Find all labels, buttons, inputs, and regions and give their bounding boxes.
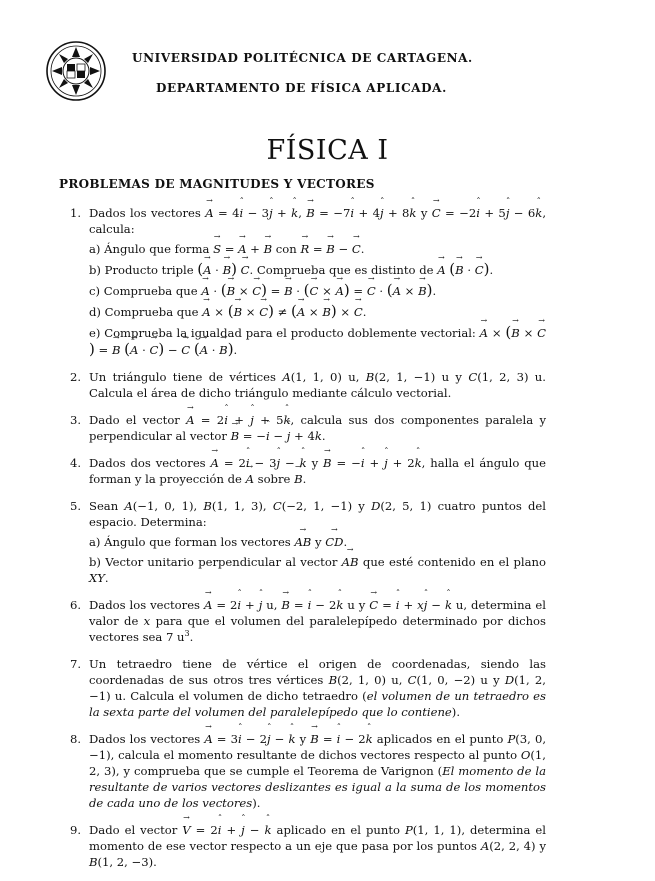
department-name: DEPARTAMENTO DE FÍSICA APLICADA.	[156, 81, 447, 95]
problem-list	[70, 205, 546, 881]
problem-number: 6.	[70, 598, 82, 612]
problem-4	[70, 455, 546, 487]
subquestion: b) Producto triple (→ A · → B) → C. Comprueba que es distinto de → A (→ B · → C).	[89, 261, 546, 278]
subquestion: a) Ángulo que forma → S = → A + → B con → R = → B − → C.	[89, 241, 546, 257]
subquestion: e) Comprueba la igualdad para el producto doblemente vectorial: → A × (→ B × → C) = → B (→ A · → C) − → C (→ A · → B).	[89, 324, 546, 358]
problem-6	[70, 597, 546, 645]
problem-7	[70, 656, 546, 720]
problem-statement: Dados los vectores → A = 2ˆ i + ˆ j u, → B = ˆ i − 2ˆ k u y → C = ˆ i + xˆ j − ˆ k u, determina el valor de x para que el volumen del paralelepípedo determinado por dichos vectores sea 7 $u^3$.	[89, 597, 546, 645]
problem-number: 2.	[70, 370, 82, 384]
problem-2	[70, 369, 546, 401]
problem-number: 8.	[70, 732, 82, 746]
problem-number: 7.	[70, 657, 82, 671]
problem-8	[70, 731, 546, 811]
problem-statement: Dado el vector → A = 2ˆ i + ˆ j + 5ˆ k, calcula sus dos componentes paralela y perpendicular al vector → B = −ˆ i − ˆ j + 4ˆ k.	[89, 412, 546, 444]
subquestion: a) Ángulo que forman los vectores → AB y → CD.	[89, 534, 546, 550]
problem-number: 9.	[70, 823, 82, 837]
problem-number: 1.	[70, 206, 82, 220]
problem-statement: Dados los vectores → A = 4ˆ i − 3ˆ j + ˆ k, → B = −7ˆ i + 4ˆ j + 8ˆ k y → C = −2ˆ i + 5ˆ j − 6ˆ k, calcula:	[89, 205, 546, 237]
institution-name: UNIVERSIDAD POLITÉCNICA DE CARTAGENA.	[132, 51, 473, 65]
problem-statement: Dados los vectores → A = 3ˆ i − 2ˆ j − ˆ k y → B = ˆ i − 2ˆ k aplicados en el punto P(3, 0, −1), calcula el momento resultante de dichos vectores respecto al punto O(1, 2, 3), y comprueba que se cumple el Teorema de Varignon (El momento de la resultante de varios vectores deslizantes es igual a la suma de los momentos de cada uno de los vectores).	[89, 731, 546, 811]
problem-statement: Dados dos vectores → A = 2ˆ i − 3ˆ j − ˆ k y → B = −ˆ i + ˆ j + 2ˆ k, halla el ángulo que forman y la proyección de → A sobre → B.	[89, 455, 546, 487]
problem-3	[70, 412, 546, 444]
university-seal-logo	[46, 41, 106, 101]
problem-9	[70, 822, 546, 870]
problem-statement: Dado el vector → V = 2ˆ i + ˆ j − ˆ k aplicado en el punto P(1, 1, 1), determina el momento de ese vector respecto a un eje que pasa por los puntos A(2, 2, 4) y B(1, 2, −3).	[89, 822, 546, 870]
subquestion: d) Comprueba que → A × (→ B × → C) ≠ (→ A × → B) × → C.	[89, 303, 546, 320]
subquestion: c) Comprueba que → A · (→ B × → C) = → B · (→ C × → A) = → C · (→ A × → B).	[89, 282, 546, 299]
problem-number: 4.	[70, 456, 82, 470]
problem-1	[70, 205, 546, 358]
subquestion: b) Vector unitario perpendicular al vector → AB que esté contenido en el plano XY.	[89, 554, 546, 586]
section-title: PROBLEMAS DE MAGNITUDES Y VECTORES	[59, 177, 375, 191]
problem-statement: Sean A(−1, 0, 1), B(1, 1, 3), C(−2, 1, −1) y D(2, 5, 1) cuatro puntos del espacio. Determina:	[89, 499, 546, 529]
problem-number: 5.	[70, 499, 82, 513]
problem-number: 3.	[70, 413, 82, 427]
problem-statement: Un triángulo tiene de vértices A(1, 1, 0) u, B(2, 1, −1) u y C(1, 2, 3) u. Calcula el área de dicho triángulo mediante cálculo vectorial.	[89, 370, 546, 400]
problem-5	[70, 498, 546, 586]
problem-statement: Un tetraedro tiene de vértice el origen de coordenadas, siendo las coordenadas de sus otros tres vértices B(2, 1, 0) u, C(1, 0, −2) u y D(1, 2, −1) u. Calcula el volumen de dicho tetraedro (el volumen de un tetraedro es la sexta parte del volumen del paralelepípedo que lo contiene).	[89, 657, 546, 719]
course-title: FÍSICA I	[266, 135, 389, 166]
